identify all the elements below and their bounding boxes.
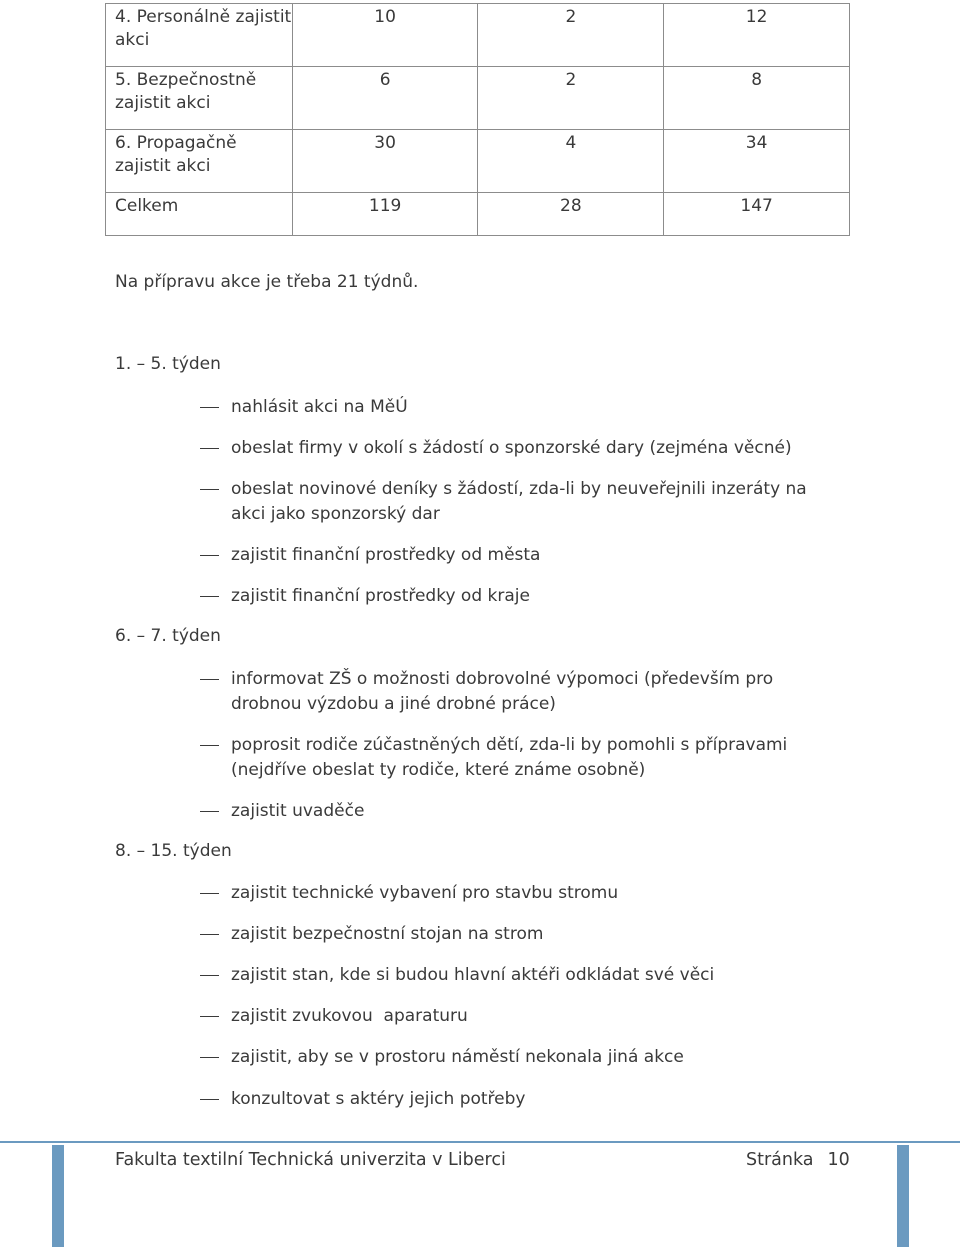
list-item-text: zajistit zvukovou aparaturu — [231, 1006, 468, 1026]
dash-bullet — [200, 1016, 219, 1017]
list-item-text: zajistit finanční prostředky od města — [231, 545, 541, 565]
row-label: 6. Propagačně zajistit akci — [106, 130, 293, 193]
list-item — [200, 922, 840, 947]
list-item-text: obeslat firmy v okolí s žádostí o sponzorské dary (zejména věcné) — [231, 438, 792, 458]
table-row — [106, 4, 850, 67]
cell-value: 10 — [292, 4, 478, 67]
dash-bullet — [200, 1099, 219, 1100]
footer-page-label: Stránka — [746, 1150, 814, 1170]
cell-value: 12 — [664, 4, 850, 67]
dash-bullet — [200, 596, 219, 597]
list-item — [200, 963, 840, 988]
dash-bullet — [200, 811, 219, 812]
dash-bullet — [200, 1057, 219, 1058]
list-item — [200, 395, 840, 420]
list-item-text: konzultovat s aktéry jejich potřeby — [231, 1089, 526, 1109]
dash-bullet — [200, 448, 219, 449]
cell-value: 34 — [664, 130, 850, 193]
dash-bullet — [200, 489, 219, 490]
table-row — [106, 67, 850, 130]
section-heading: 6. – 7. týden — [115, 626, 221, 646]
list-item-text: zajistit technické vybavení pro stavbu stromu — [231, 883, 619, 903]
list-item — [200, 667, 840, 717]
list-item-text: poprosit rodiče zúčastněných dětí, zda-li by pomohli s přípravami (nejdříve obeslat ty rodiče, které známe osobně) — [231, 735, 788, 780]
footer-right-bar — [897, 1145, 909, 1247]
table-row — [106, 130, 850, 193]
cell-value: 119 — [292, 193, 478, 236]
cell-value: 6 — [292, 67, 478, 130]
dash-bullet — [200, 893, 219, 894]
cell-value: 2 — [478, 67, 664, 130]
list-item-text: zajistit uvaděče — [231, 801, 365, 821]
dash-bullet — [200, 934, 219, 935]
footer-divider — [0, 1141, 960, 1143]
intro-paragraph: Na přípravu akce je třeba 21 týdnů. — [115, 272, 419, 292]
dash-bullet — [200, 975, 219, 976]
table-row-total — [106, 193, 850, 236]
list-item-text: informovat ZŠ o možnosti dobrovolné výpomoci (především pro drobnou výzdobu a jiné drobné práce) — [231, 669, 774, 714]
summary-table — [105, 3, 850, 236]
list-item — [200, 436, 840, 461]
list-item — [200, 477, 840, 527]
list-item-text: zajistit, aby se v prostoru náměstí nekonala jiná akce — [231, 1047, 684, 1067]
cell-value: 2 — [478, 4, 664, 67]
list-item — [200, 733, 840, 783]
list-item — [200, 584, 840, 609]
section-heading: 1. – 5. týden — [115, 354, 221, 374]
footer-page-number: 10 — [827, 1150, 850, 1170]
list-item — [200, 799, 840, 824]
footer-left-bar — [52, 1145, 64, 1247]
list-item — [200, 1004, 840, 1029]
list-item — [200, 1045, 840, 1070]
list-item-text: zajistit finanční prostředky od kraje — [231, 586, 530, 606]
list-item — [200, 1087, 840, 1112]
row-label: 5. Bezpečnostně zajistit akci — [106, 67, 293, 130]
list-item-text: nahlásit akci na MěÚ — [231, 397, 408, 417]
list-item-text: obeslat novinové deníky s žádostí, zda-li by neuveřejnili inzeráty na akci jako sponzorský dar — [231, 479, 807, 524]
section-heading: 8. – 15. týden — [115, 841, 232, 861]
cell-value: 30 — [292, 130, 478, 193]
list-item — [200, 543, 840, 568]
dash-bullet — [200, 407, 219, 408]
row-label: 4. Personálně zajistit akci — [106, 4, 293, 67]
dash-bullet — [200, 679, 219, 680]
dash-bullet — [200, 745, 219, 746]
row-label: Celkem — [106, 193, 293, 236]
cell-value: 28 — [478, 193, 664, 236]
dash-bullet — [200, 555, 219, 556]
cell-value: 147 — [664, 193, 850, 236]
list-item-text: zajistit bezpečnostní stojan na strom — [231, 924, 544, 944]
footer-page — [746, 1150, 850, 1170]
cell-value: 4 — [478, 130, 664, 193]
list-item — [200, 881, 840, 906]
cell-value: 8 — [664, 67, 850, 130]
list-item-text: zajistit stan, kde si budou hlavní aktéři odkládat své věci — [231, 965, 715, 985]
footer-institution: Fakulta textilní Technická univerzita v Liberci — [115, 1150, 506, 1170]
